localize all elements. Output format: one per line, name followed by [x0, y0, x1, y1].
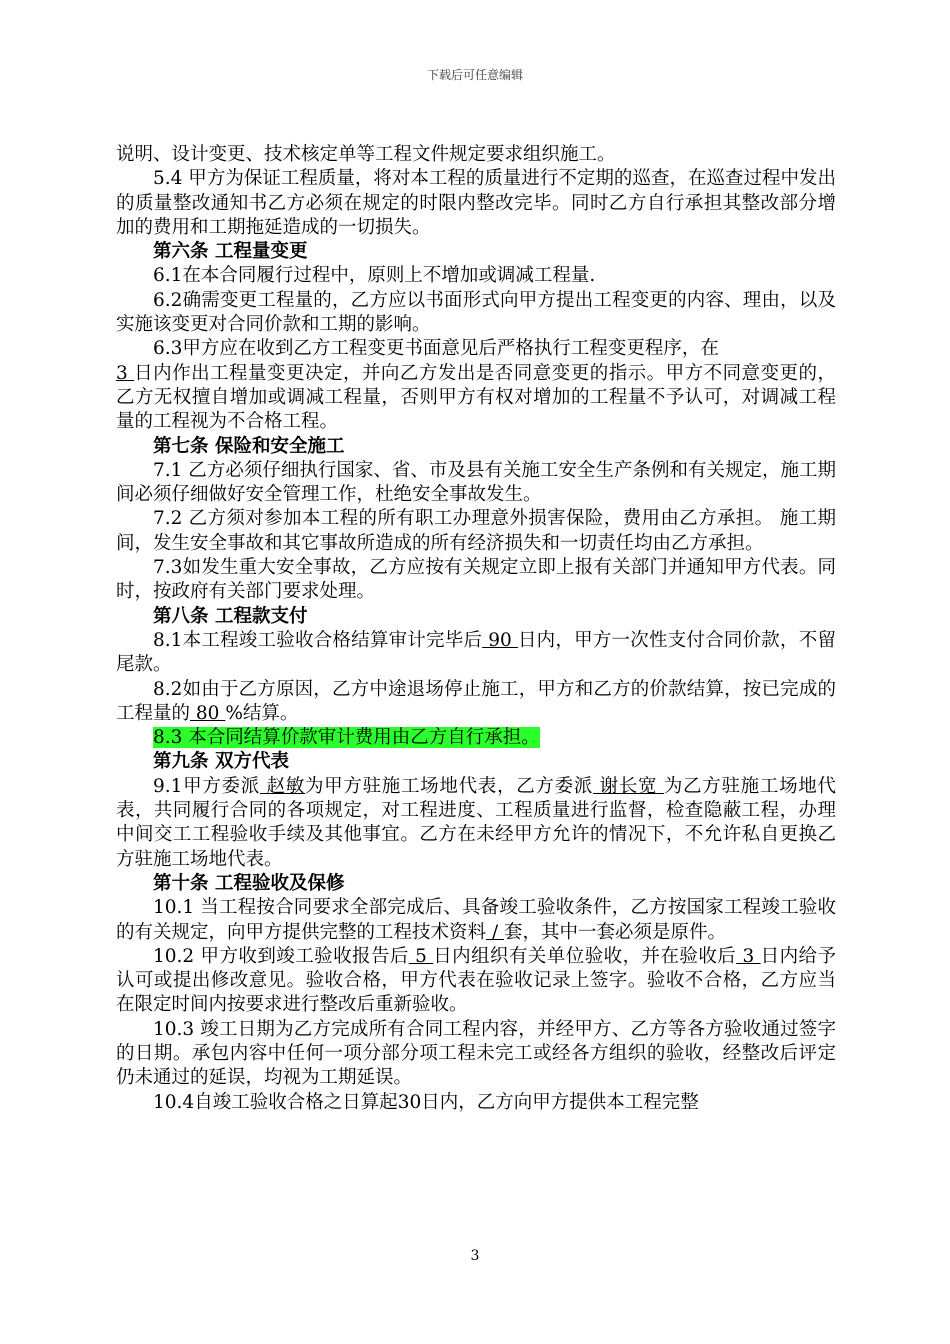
blank-days-10-2-b: 3: [736, 945, 761, 967]
party-b-representative: 谢长宽: [593, 775, 664, 797]
clause-6-3-text-a: 6.3甲方应在收到乙方工程变更书面意见后严格执行工程变更程序，在: [153, 338, 719, 360]
clause-9-1: [116, 775, 836, 872]
blank-days-6-3: 3: [116, 362, 135, 384]
clause-6-2: 6.2确需变更工程量的，乙方应以书面形式向甲方提出工程变更的内容、理由，以及实施该变更对合同价款和工期的影响。: [116, 289, 836, 336]
article-7-heading: 第七条 保险和安全施工: [153, 435, 345, 457]
party-a-representative: 赵敏: [259, 775, 305, 797]
article-10-heading: 第十条 工程验收及保修: [153, 872, 345, 894]
clause-9-1-text-c: 为乙方驻施工场地代表，共同履行合同的各项规定，对工程进度、工程质量进行监督，检查隐蔽工程，办理中间交工工程验收手续及其他事宜。乙方在未经甲方允许的情况下，不允许私自更换乙方驻施工场地代表。: [116, 775, 836, 870]
clause-10-1-text-b: 套，其中一套必须是原件。: [504, 921, 727, 943]
clause-8-2: [116, 678, 836, 727]
clause-6-3: [116, 337, 836, 434]
clause-10-4: 10.4自竣工验收合格之日算起30日内，乙方向甲方提供本工程完整: [153, 1091, 699, 1113]
clause-10-2-text-a: 10.2 甲方收到竣工验收报告后: [153, 945, 409, 967]
clause-10-2-text-c: 日内给予认可或提出修改意见。验收合格，甲方代表在验收记录上签字。验收不合格，乙方应当在限定时间内按要求进行整改后重新验收。: [116, 945, 836, 1016]
clause-8-2-text-b: %结算。: [225, 702, 299, 724]
clause-7-3: 7.3如发生重大安全事故，乙方应按有关规定立即上报有关部门并通知甲方代表。同时，按政府有关部门要求处理。: [116, 557, 836, 603]
blank-percent-8-2: 80: [190, 702, 226, 724]
article-9-heading: 第九条 双方代表: [153, 751, 289, 773]
clause-5-4: 5.4 甲方为保证工程质量，将对本工程的质量进行不定期的巡查，在巡查过程中发出的质量整改通知书乙方必须在规定的时限内整改完毕。同时乙方自行承担其整改部分增加的费用和工期拖延造成的一切损失。: [116, 168, 836, 238]
article-8-heading: 第八条 工程款支付: [153, 605, 308, 627]
clause-8-1-text-a: 8.1本工程竣工验收合格结算审计完毕后: [153, 629, 483, 651]
document-body: [116, 143, 836, 1115]
blank-sets-10-1: /: [486, 921, 505, 943]
highlighted-clause-8-3: 8.3 本合同结算价款审计费用由乙方自行承担。: [153, 727, 540, 749]
clause-6-1: 6.1在本合同履行过程中，原则上不增加或调减工程量.: [153, 265, 596, 287]
clause-10-1-text-a: 10.1 当工程按合同要求全部完成后、具备竣工验收条件，乙方按国家工程竣工验收的有关规定，向甲方提供完整的工程技术资料: [116, 897, 836, 943]
paragraph: 说明、设计变更、技术核定单等工程文件规定要求组织施工。: [116, 144, 616, 165]
clause-8-2-text-a: 8.2如由于乙方原因，乙方中途退场停止施工，甲方和乙方的价款结算，按已完成的工程量的: [116, 678, 836, 724]
page-header: 下载后可任意编辑: [426, 68, 523, 82]
clause-9-1-text-a: 9.1甲方委派: [153, 775, 260, 797]
clause-10-2: [116, 945, 836, 1018]
clause-8-1: [116, 629, 836, 678]
clause-7-2: 7.2 乙方须对参加本工程的所有职工办理意外损害保险，费用由乙方承担。 施工期间，发生安全事故和其它事故所造成的所有经济损失和一切责任均由乙方承担。: [116, 508, 836, 554]
blank-days-10-2-a: 5: [408, 945, 434, 967]
blank-days-8-1: 90: [482, 629, 518, 651]
clause-10-3: 10.3 竣工日期为乙方完成所有合同工程内容，并经甲方、乙方等各方验收通过签字的日期。承包内容中任何一项分部分项工程未完工或经各方组织的验收，经整改后评定仍未通过的延误，均视为工期延误。: [116, 1018, 836, 1089]
clause-6-3-text-b: 日内作出工程量变更决定，并向乙方发出是否同意变更的指示。甲方不同意变更的，乙方无权擅自增加或调减工程量，否则甲方有权对增加的工程量不予认可，对调减工程量的工程视为不合格工程。: [116, 362, 836, 433]
clause-10-2-text-b: 日内组织有关单位验收，并在验收后: [433, 945, 737, 967]
clause-10-1: [116, 896, 836, 945]
clause-8-1-text-b: 日内，甲方一次性支付合同价款，不留尾款。: [116, 629, 836, 676]
article-6-heading: 第六条 工程量变更: [153, 241, 308, 263]
clause-9-1-text-b: 为甲方驻施工场地代表，乙方委派: [304, 775, 594, 797]
clause-8-3: [116, 726, 836, 750]
clause-7-1: 7.1 乙方必须仔细执行国家、省、市及县有关施工安全生产条例和有关规定，施工期间必须仔细做好安全管理工作，杜绝安全事故发生。: [116, 459, 836, 506]
page-number: 3: [470, 1248, 480, 1264]
